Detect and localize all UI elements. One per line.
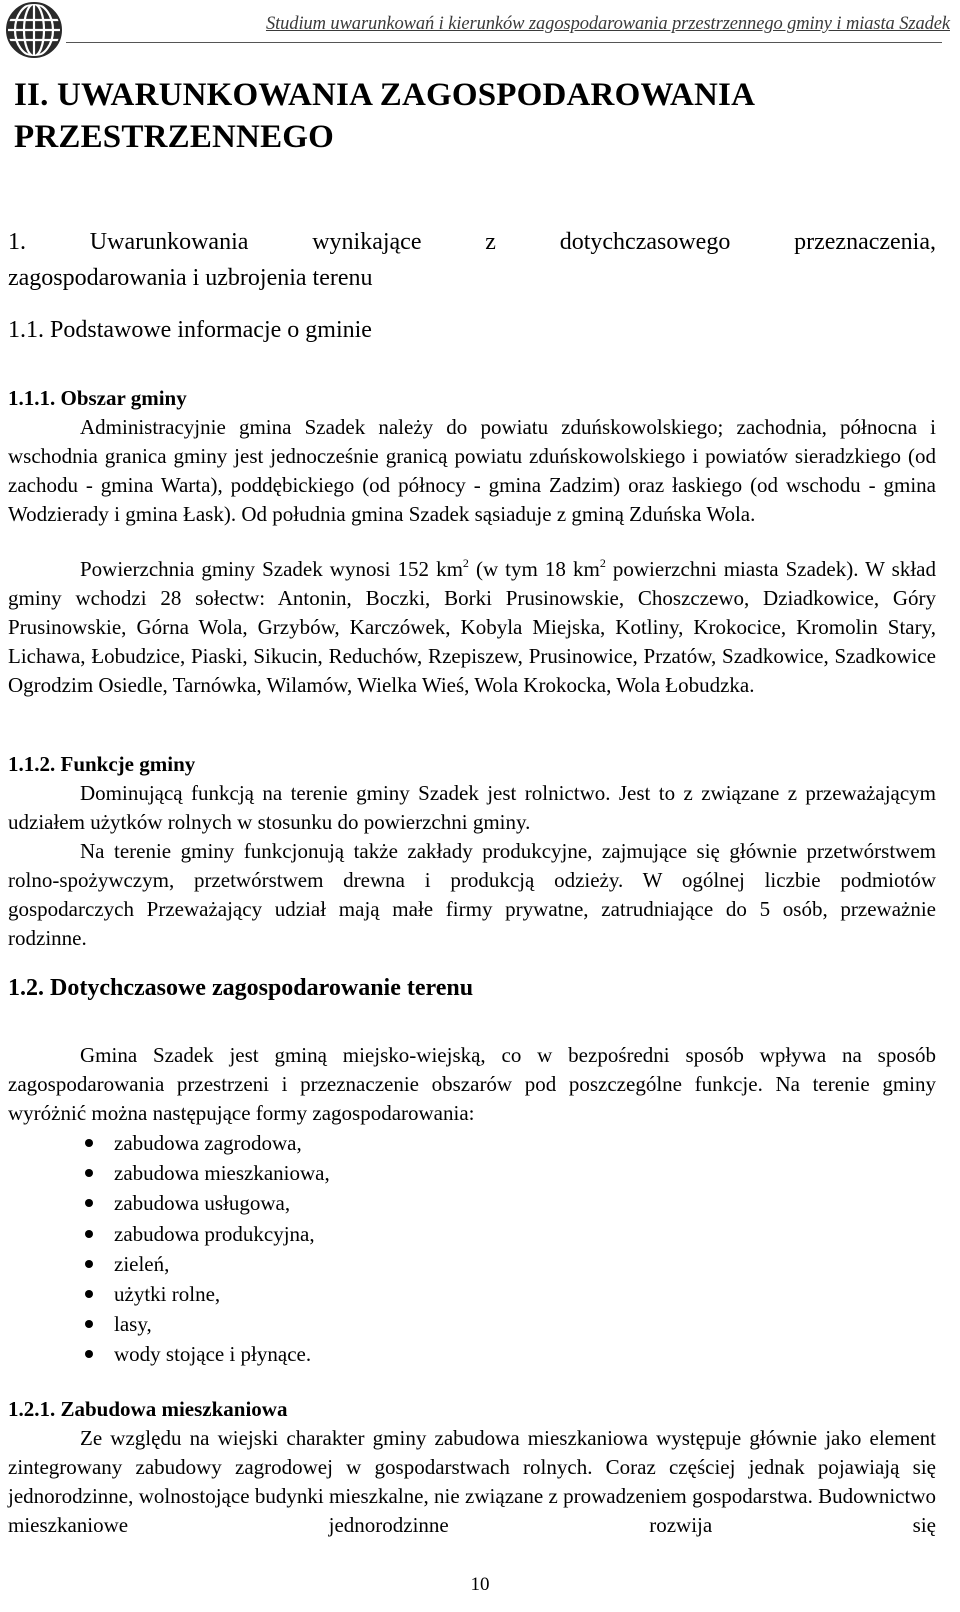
list-item [8,1249,508,1279]
list-item [8,1309,508,1339]
list-item-text: wody stojące i płynące. [114,1342,312,1367]
list-item-text: użytki rolne, [114,1281,221,1306]
page-number: 10 [470,1574,490,1595]
bullet-icon [85,1350,93,1358]
section-1-1-heading: 1.1. Podstawowe informacje o gminie [8,317,372,343]
paragraph-funkcje-1: Dominującą funkcją na terenie gminy Szadek jest rolnictwo. Jest to z związane z przeważającym udziałem użytków rolnych w stosunku do powierzchni gminy. [8,781,936,834]
list-item-text: zieleń, [114,1251,170,1276]
paragraph-zagospodarowanie: Gmina Szadek jest gminą miejsko-wiejską, co w bezpośredni sposób wpływa na sposób zagospodarowania przestrzeni i przeznaczenie obszarów pod poszczególne funkcje. Na terenie gminy wyróżnić można następujące formy zagospodarowania: [8,1043,936,1125]
list-item-text: lasy, [114,1312,152,1337]
section-1-heading-line1: 1. Uwarunkowania wynikające z dotychczasowego przeznaczenia, [8,229,936,255]
paragraph-zabudowa-mieszkaniowa: Ze względu na wiejski charakter gminy zabudowa mieszkaniowa występuje głównie jako element zintegrowany zabudowy zagrodowej w gospodarstwach rolnych. Coraz częściej jednak pojawiają się jednorodzinne, wolnostojące budynki mieszkalne, nie związane z prowadzeniem gospodarstwa. Budownictwo mieszkaniowe jednorodzinne rozwija się [8,1426,936,1537]
list-item-text: zabudowa zagrodowa, [114,1131,302,1155]
header-title: Studium uwarunkowań i kierunków zagospodarowania przestrzennego gminy i miasta Szadek [265,14,950,34]
list-item-text: zabudowa produkcyjna, [114,1221,315,1246]
list-item-text: zabudowa usługowa, [114,1191,291,1216]
paragraph-funkcje-2: Na terenie gminy funkcjonują także zakłady produkcyjne, zajmujące się głównie przetwórstwem rolno-spożywczym, przetwórstwem drewna i produkcją odzieży. W ogólnej liczbie podmiotów gospodarczych Przeważający udział mają małe firmy prywatne, zatrudniające do 5 osób, przeważnie rodzinne. [8,839,936,950]
bullet-icon [85,1230,93,1238]
superscript: 2 [462,556,469,570]
land-use-list [8,1128,508,1370]
section-1-2-1-heading: 1.2.1. Zabudowa mieszkaniowa [8,1397,288,1421]
paragraph-text: powierzchni miasta Szadek). W skład gminy wchodzi 28 sołectw: Antonin, Boczki, Borki Prusinowskie, Choszczewo, Dziadkowice, Góry Prusinowskie, Górna Wola, Grzybów, Karczówek, Kobyla Miejska, Kotliny, Krokocice, Kromolin Stary, Lichawa, Łobudzice, Piaski, Sikucin, Reduchów, Rzepiszew, Prusinowice, Przatów, Szadkowice, Szadkowice Ogrodzim Osiedle, Tarnówka, Wilamów, Wielka Wieś, Wola Krokocka, Wola Łobudzka. [8,557,936,697]
bullet-icon [85,1260,93,1268]
list-item [8,1128,508,1158]
paragraph-text: Powierzchnia gminy Szadek wynosi 152 km [80,557,463,581]
paragraph-obszar-2 [8,555,936,700]
bullet-icon [85,1169,93,1177]
list-item [8,1158,508,1188]
section-1-1-2-heading: 1.1.2. Funkcje gminy [8,752,196,776]
section-1-heading-line2: zagospodarowania i uzbrojenia terenu [8,265,373,291]
list-item [8,1219,508,1249]
bullet-icon [85,1320,93,1328]
bullet-icon [85,1290,93,1298]
section-1-heading [8,224,936,296]
list-item [8,1279,508,1309]
superscript: 2 [599,556,606,570]
paragraph-obszar-1: Administracyjnie gmina Szadek należy do powiatu zduńskowolskiego; zachodnia, północna i wschodnia granica gminy jest jednocześnie granicą powiatu zduńskowolskiego i powiatów sieradzkiego (od zachodu - gmina Warta), poddębickiego (od północy - gmina Zadzim) oraz łaskiego (od wschodu - gmina Wodzierady i gmina Łask). Od południa gmina Szadek sąsiaduje z gminą Zduńska Wola. [8,415,936,526]
list-item [8,1188,508,1218]
paragraph-text: (w tym 18 km [468,557,600,581]
page-header [0,0,960,62]
bullet-icon [85,1139,93,1147]
list-item-text: zabudowa mieszkaniowa, [114,1161,330,1186]
section-1-1-1-heading: 1.1.1. Obszar gminy [8,386,187,410]
section-1-2-heading: 1.2. Dotychczasowe zagospodarowanie terenu [8,975,474,1001]
list-item [8,1339,508,1369]
chapter-title: II. UWARUNKOWANIA ZAGOSPODAROWANIA PRZESTRZENNEGO [14,77,754,155]
header-divider [66,42,942,43]
globe-logo-icon [4,0,64,60]
bullet-icon [85,1199,93,1207]
